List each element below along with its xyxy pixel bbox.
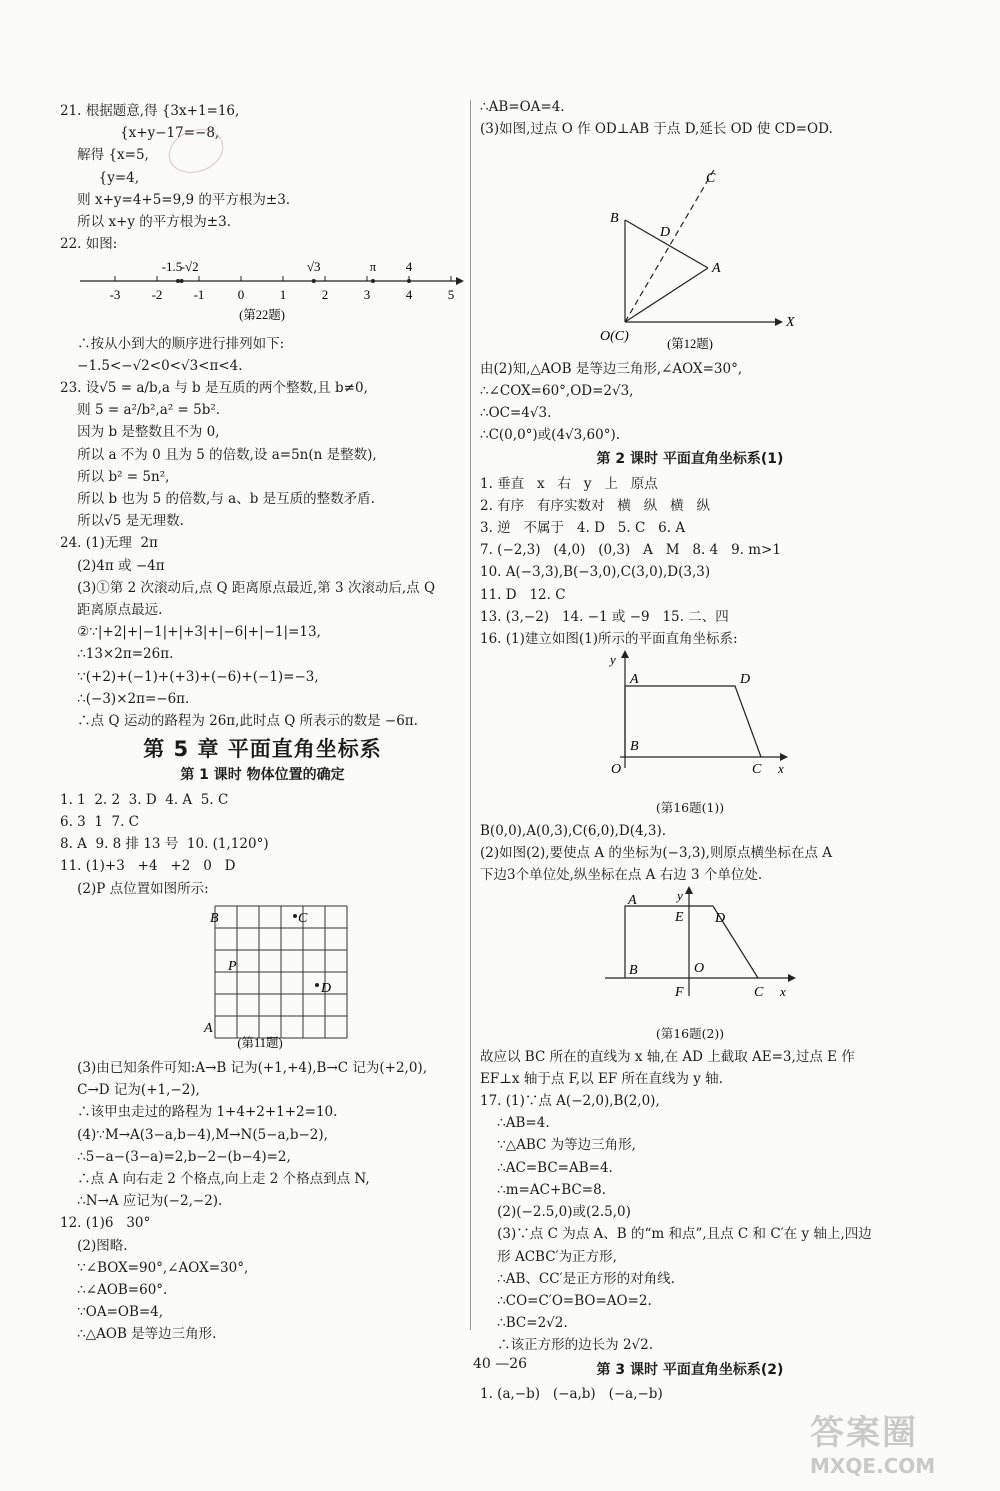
tick-label: 5 [447, 287, 455, 303]
fig22-caption: (第22题) [239, 308, 285, 323]
text-line: ∴BC=2√2. [480, 1315, 568, 1332]
label-D: D [660, 225, 671, 241]
text-line: 3. 逆 不属于 4. D 5. C 6. A [480, 520, 686, 537]
answer-block-21-22 [60, 100, 465, 255]
text-line: ∴AB=OA=4. [480, 99, 565, 115]
text-line: ∴(−3)×2π=−6π. [60, 690, 190, 707]
text-line: ∴AC=BC=AB=4. [480, 1159, 613, 1176]
text-line: 11. D 12. C [480, 586, 566, 603]
text-line: ∴该正方形的边长为 2√2. [480, 1337, 654, 1354]
label-D: D [321, 980, 332, 996]
arrow-head [456, 277, 464, 285]
label-x2: x [780, 984, 786, 1000]
text-line: B(0,0),A(0,3),C(6,0),D(4,3). [480, 822, 667, 839]
text-line: 21. 根据题意,得 {3x+1=16, [60, 103, 240, 119]
text-line: ∴按从小到大的顺序进行排列如下: [60, 335, 285, 352]
text-line: ∴AB、CC′是正方形的对角线. [480, 1270, 675, 1287]
label-O2: O [694, 961, 705, 977]
text-line: ∵∠BOX=90°,∠AOX=30°, [60, 1259, 249, 1276]
text-line: 所以 x+y 的平方根为±3. [60, 214, 231, 231]
answer-block-12-end [480, 358, 900, 447]
text-line: ∴5−a−(3−a)=2,b−2−(b−4)=2, [60, 1148, 291, 1165]
answer-block-12-cont [480, 96, 900, 140]
label-y2: y [677, 888, 683, 904]
text-line: 23. 设√5 = a/b,a 与 b 是互质的两个整数,且 b≠0, [60, 380, 368, 397]
point-C [293, 914, 297, 918]
tick-label: 2 [321, 287, 329, 303]
column-divider [470, 100, 471, 1330]
point-label: π [369, 259, 377, 275]
text-line: 24. (1)无理 2π [60, 535, 158, 552]
text-line: EF⊥x 轴于点 F,以 EF 所在直线为 y 轴. [480, 1070, 723, 1087]
text-line: {x+y−17=−8, [60, 125, 220, 142]
text-line: (3)由已知条件可知:A→B 记为(+1,+4),B→C 记为(+2,0), [60, 1059, 427, 1076]
text-line: 形 ACBC′为正方形, [480, 1248, 617, 1265]
label-D: D [740, 672, 751, 688]
tick-label: -2 [151, 287, 163, 303]
text-line: (2)P 点位置如图所示: [60, 880, 209, 897]
text-line: ∵(+2)+(−1)+(+3)+(−6)+(−1)=−3, [60, 668, 319, 685]
answer-block-16-17 [480, 1046, 900, 1357]
answer-block-22-24 [60, 333, 465, 733]
tick-label: 0 [237, 287, 245, 303]
trapezoid-ABCD-2 [625, 906, 758, 978]
text-line: ∴该甲虫走过的路程为 1+4+2+1+2=10. [60, 1104, 338, 1121]
label-A: A [712, 261, 721, 277]
text-line: ∵△ABC 为等边三角形, [480, 1137, 636, 1154]
label-A: A [204, 1020, 213, 1036]
text-line: (3)如图,过点 O 作 OD⊥AB 于点 D,延长 OD 使 CD=OD. [480, 121, 833, 138]
text-line: 所以 a 不为 0 且为 5 的倍数,设 a=5n(n 是整数), [60, 446, 377, 463]
text-line: 13. (3,−2) 14. −1 或 −9 15. 二、四 [480, 608, 729, 625]
text-line: (2)如图(2),要使点 A 的坐标为(−3,3),则原点横坐标在点 A [480, 844, 833, 861]
text-line: 所以√5 是无理数. [60, 513, 184, 530]
text-line: {y=4, [60, 169, 140, 186]
text-line: 22. 如图: [60, 236, 118, 253]
text-line: 10. A(−3,3),B(−3,0),C(3,0),D(3,3) [480, 564, 711, 581]
text-line: (2)(−2.5,0)或(2.5,0) [480, 1204, 631, 1221]
answer-block-lesson2 [480, 473, 900, 651]
text-line: ∴N→A 应记为(−2,−2). [60, 1193, 223, 1210]
label-C: C [706, 171, 716, 187]
label-x: x [778, 761, 784, 777]
text-line: 11. (1)+3 +4 +2 0 D [60, 858, 236, 875]
fig16a-caption: (第16题(1)) [655, 800, 725, 816]
text-line: 距离原点最远. [60, 602, 163, 619]
answer-block-lesson3 [480, 1383, 900, 1405]
text-line: ∴△AOB 是等边三角形. [60, 1326, 217, 1343]
text-line: 下边3个单位处,纵坐标在点 A 右边 3 个单位处. [480, 867, 763, 884]
label-B2: B [629, 963, 638, 979]
label-A2: A [628, 893, 637, 909]
text-line: (3)∵点 C 为点 A、B 的“m 和点”,且点 C 和 C′在 y 轴上,四边 [480, 1226, 872, 1243]
watermark-logo [810, 1405, 990, 1478]
text-line: 所以 b² = 5n², [60, 468, 170, 485]
label-C2: C [754, 985, 764, 1001]
text-line: ∴∠AOB=60°. [60, 1281, 168, 1298]
figure-22-number-line [60, 255, 465, 332]
text-line: 2. 有序 有序实数对 横 纵 横 纵 [480, 497, 711, 514]
right-column [480, 96, 900, 1405]
text-line: −1.5<−√2<0<√3<π<4. [60, 357, 243, 374]
figure-12 [480, 140, 900, 357]
text-line: 6. 3 1 7. C [60, 813, 140, 830]
fig16b-svg [480, 886, 900, 1016]
label-OC: O(C) [600, 329, 629, 345]
segment-OA [625, 268, 708, 322]
label-E: E [675, 910, 684, 926]
tick-label: -3 [109, 287, 121, 303]
page-number: 40 —26 [472, 1356, 528, 1372]
trapezoid-ABCD [625, 686, 761, 757]
lesson-3-title: 第 3 课时 平面直角坐标系(2) [596, 1361, 784, 1378]
text-line: 16. (1)建立如图(1)所示的平面直角坐标系: [480, 631, 738, 648]
point-mark [176, 279, 180, 283]
tick-label: 4 [405, 287, 413, 303]
figure-16-1 [480, 650, 900, 819]
watermark-line1: 答案圈 [810, 1413, 918, 1453]
answer-block-lesson1 [60, 789, 465, 900]
tick-label: -1 [193, 287, 205, 303]
label-B: B [210, 910, 219, 926]
text-line: ∴∠COX=60°,OD=2√3, [480, 382, 634, 399]
figure-11-grid [60, 900, 465, 1057]
point-mark [371, 279, 375, 283]
label-A: A [630, 672, 639, 688]
text-line: ∴C(0,0°)或(4√3,60°). [480, 427, 620, 444]
text-line: 则 x+y=4+5=9,9 的平方根为±3. [60, 191, 291, 208]
answer-block-16 [480, 820, 900, 887]
text-line: C→D 记为(+1,−2), [60, 1082, 200, 1099]
lesson-1-title: 第 1 课时 物体位置的确定 [180, 767, 345, 784]
chapter-title: 第 5 章 平面直角坐标系 [143, 737, 382, 762]
text-line: (3)①第 2 次滚动后,点 Q 距离原点最近,第 3 次滚动后,点 Q [60, 579, 436, 596]
fig12-svg [480, 140, 900, 350]
text-line: (2)图略. [60, 1237, 128, 1254]
text-line: 1. 垂直 x 右 y 上 原点 [480, 475, 658, 492]
tick-label: 1 [279, 287, 287, 303]
text-line: 则 5 = a²/b²,a² = 5b². [60, 402, 221, 419]
left-column [60, 100, 465, 1346]
point-label: -1.5 [161, 259, 183, 275]
text-line: 7. (−2,3) (4,0) (0,3) A M 8. 4 9. m>1 [480, 542, 781, 559]
answer-block-11-12 [60, 1057, 465, 1346]
label-F: F [675, 985, 684, 1001]
text-line: ∴CO=C′O=BO=AO=2. [480, 1292, 652, 1309]
text-line: ②∵|+2|+|−1|+|+3|+|−6|+|−1|=13, [60, 624, 321, 641]
point-mark [180, 279, 184, 283]
tick-label: 3 [363, 287, 371, 303]
text-line: 12. (1)6 30° [60, 1215, 151, 1232]
figure-16-2 [480, 886, 900, 1045]
text-line: (2)4π 或 −4π [60, 557, 165, 574]
text-line: 17. (1)∵点 A(−2,0),B(2,0), [480, 1093, 660, 1110]
fig11-caption: (第11题) [237, 1035, 283, 1050]
number-line-svg [60, 255, 465, 325]
text-line: 由(2)知,△AOB 是等边三角形,∠AOX=30°, [480, 360, 743, 377]
ray-OC [625, 168, 715, 322]
text-line: ∴13×2π=26π. [60, 646, 174, 663]
point-label: √3 [306, 259, 321, 275]
point-mark [312, 279, 316, 283]
label-B: B [630, 739, 639, 755]
fig16a-svg [480, 650, 900, 790]
text-line: 所以 b 也为 5 的倍数,与 a、b 是互质的整数矛盾. [60, 491, 375, 508]
text-line: ∴点 Q 运动的路程为 26π,此时点 Q 所表示的数是 −6π. [60, 713, 418, 730]
grid-svg [60, 900, 465, 1050]
lesson-2-title: 第 2 课时 平面直角坐标系(1) [596, 451, 784, 468]
label-C: C [298, 910, 308, 926]
text-line: (4)∵M→A(3−a,b−4),M→N(5−a,b−2), [60, 1126, 328, 1143]
text-line: 1. 1 2. 2 3. D 4. A 5. C [60, 791, 229, 808]
text-line: 1. (a,−b) (−a,b) (−a,−b) [480, 1385, 663, 1402]
fig16b-caption: (第16题(2)) [655, 1026, 725, 1042]
text-line: ∴AB=4. [480, 1115, 550, 1132]
label-D2: D [715, 911, 726, 927]
text-line: 解得 {x=5, [60, 147, 149, 164]
text-line: 故应以 BC 所在的直线为 x 轴,在 AD 上截取 AE=3,过点 E 作 [480, 1048, 855, 1065]
text-line: ∴点 A 向右走 2 个格点,向上走 2 个格点到点 N, [60, 1170, 370, 1187]
text-line: 8. A 9. 8 排 13 号 10. (1,120°) [60, 836, 269, 853]
text-line: 因为 b 是整数且不为 0, [60, 424, 220, 441]
point-mark [407, 279, 411, 283]
fig12-caption: (第12题) [667, 337, 713, 351]
text-line: ∴m=AC+BC=8. [480, 1181, 606, 1198]
label-O: O [611, 762, 622, 778]
point-D [315, 983, 319, 987]
label-y: y [610, 652, 616, 668]
text-line: ∵OA=OB=4, [60, 1304, 164, 1321]
watermark-line2: MXQE.COM [810, 1454, 936, 1478]
label-B: B [610, 211, 619, 227]
label-X: X [786, 315, 795, 331]
label-C: C [752, 762, 762, 778]
point-label: -√2 [180, 259, 199, 275]
point-label: 4 [405, 259, 413, 275]
label-P: P [228, 958, 237, 974]
text-line: ∴OC=4√3. [480, 405, 552, 422]
